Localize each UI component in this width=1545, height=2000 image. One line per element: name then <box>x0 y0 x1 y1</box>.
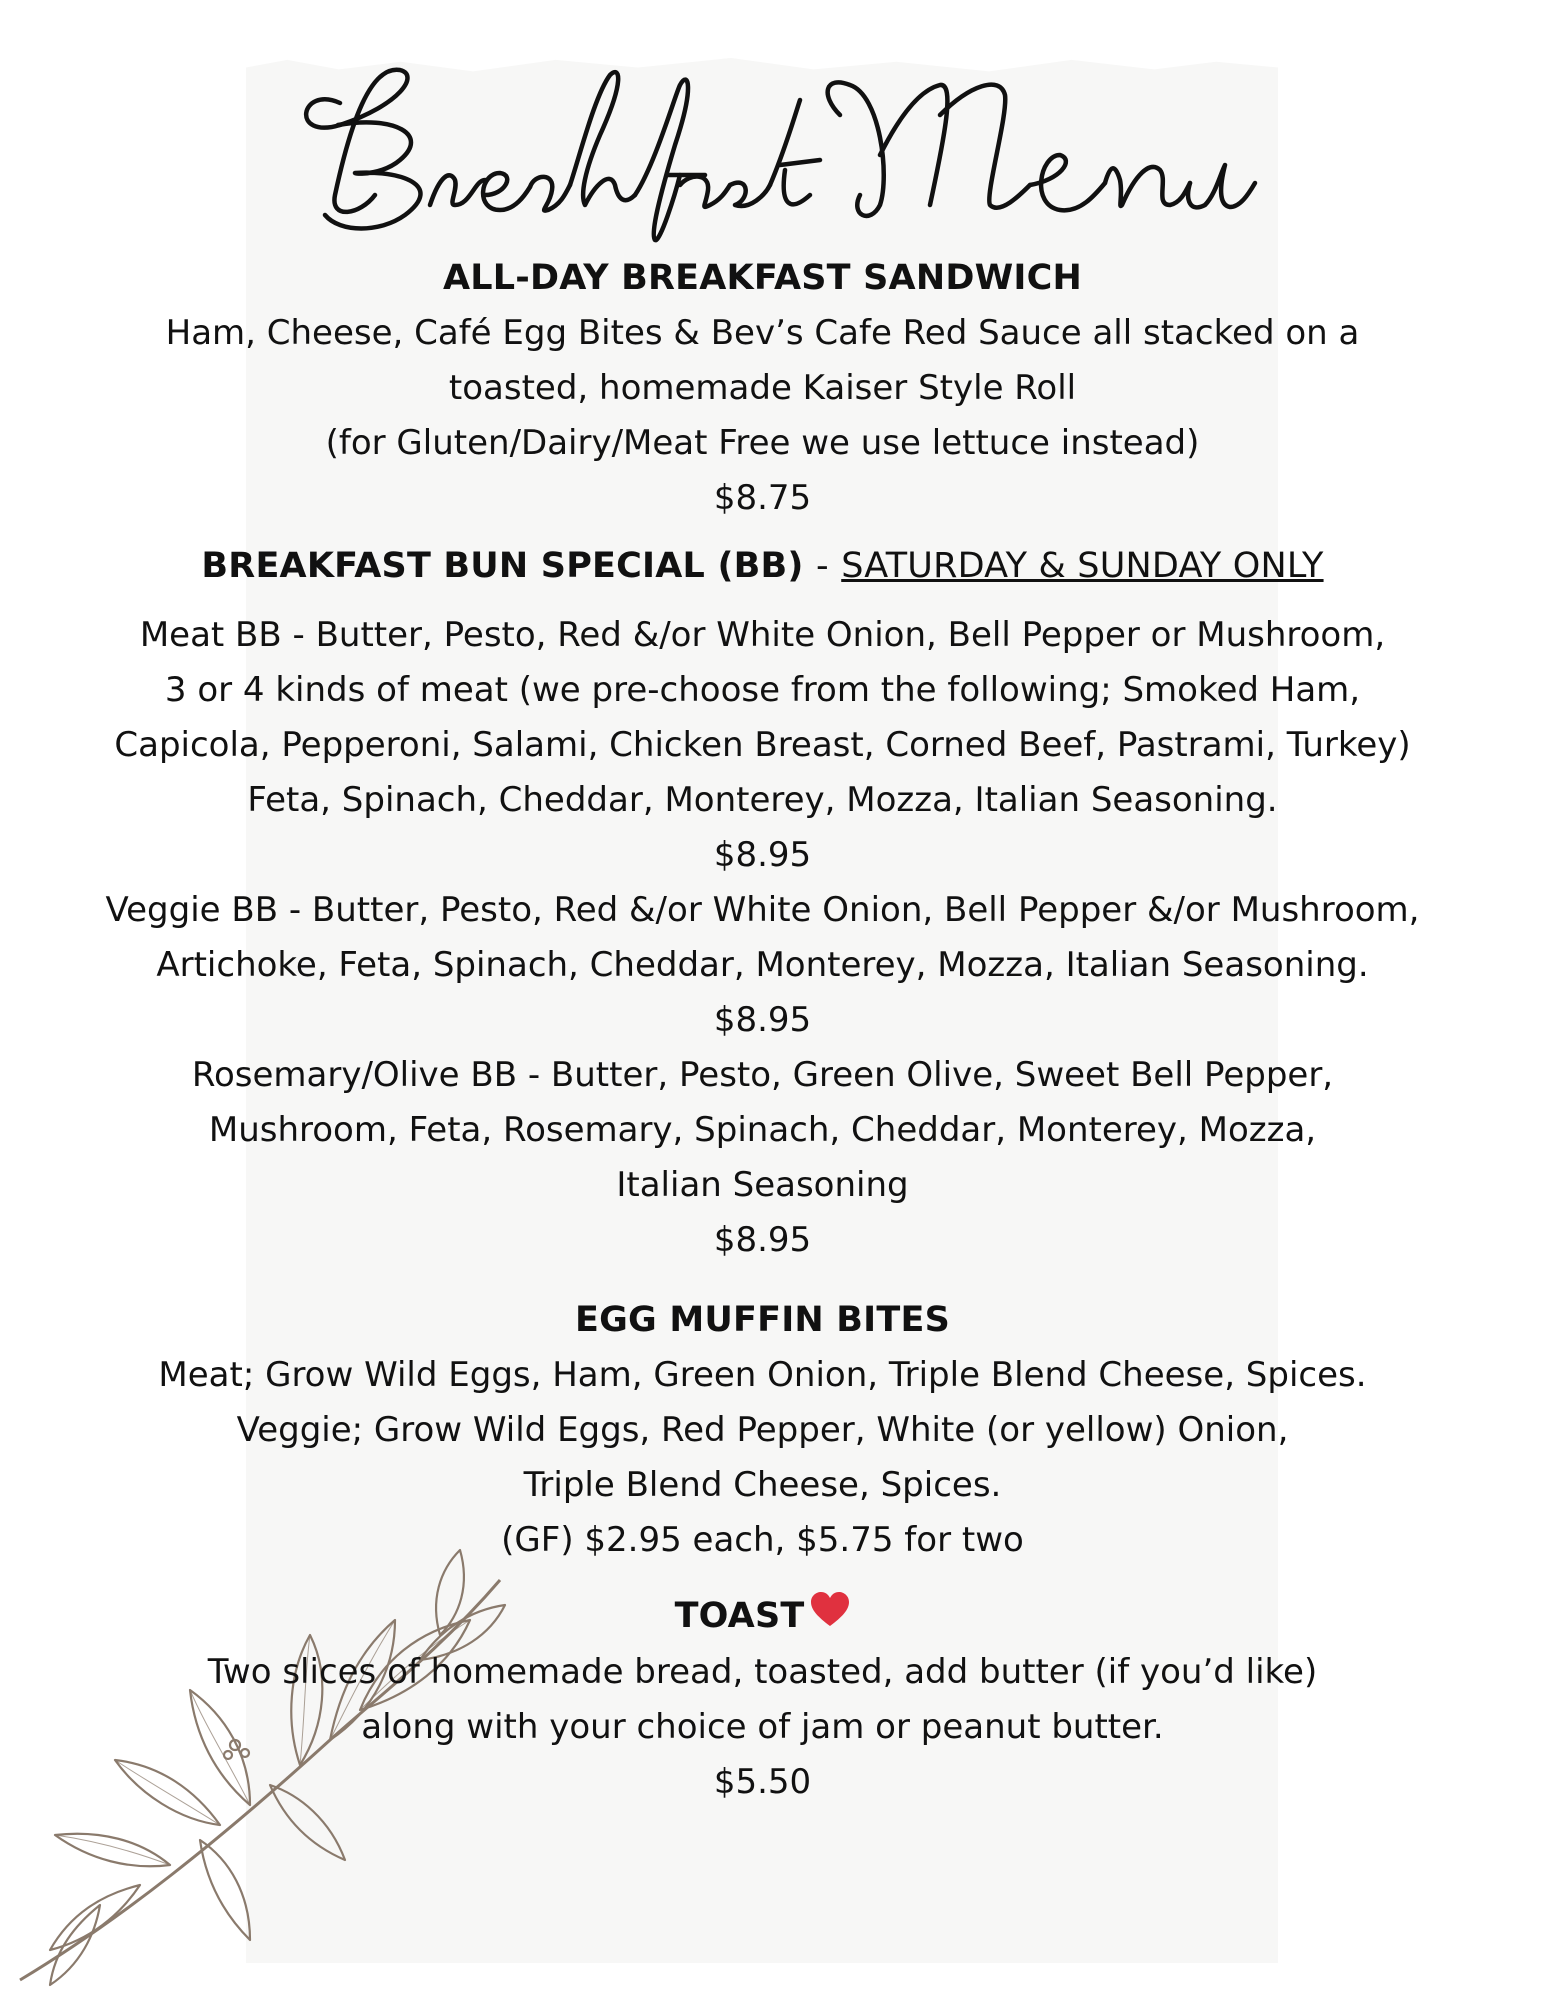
item-price: $5.50 <box>713 1762 812 1802</box>
item-description-line: (for Gluten/Dairy/Meat Free we use lettuce instead) <box>325 423 1200 463</box>
section-heading-egg-bites: EGG MUFFIN BITES <box>574 1300 950 1340</box>
item-description-line: 3 or 4 kinds of meat (we pre-choose from the following; Smoked Ham, <box>164 670 1361 710</box>
item-description-line: toasted, homemade Kaiser Style Roll <box>448 368 1077 408</box>
bun-special-title: BREAKFAST BUN SPECIAL (BB) <box>201 546 804 586</box>
item-price: $8.95 <box>713 1220 812 1260</box>
section-heading-toast <box>60 1588 1465 1645</box>
section-heading-sandwich: ALL-DAY BREAKFAST SANDWICH <box>443 258 1082 298</box>
menu-content <box>60 250 1465 1810</box>
item-description-line: Mushroom, Feta, Rosemary, Spinach, Cheddar, Monterey, Mozza, <box>208 1110 1317 1150</box>
item-description-line: Italian Seasoning <box>616 1165 909 1205</box>
item-description-line: Meat BB - Butter, Pesto, Red &/or White Onion, Bell Pepper or Mushroom, <box>139 615 1386 655</box>
weekend-only-note: SATURDAY & SUNDAY ONLY <box>841 546 1324 586</box>
item-price: (GF) $2.95 each, $5.75 for two <box>501 1520 1024 1560</box>
heading-separator: - <box>815 546 829 586</box>
item-description-line: Ham, Cheese, Café Egg Bites & Bev’s Cafe Red Sauce all stacked on a <box>165 313 1360 353</box>
item-description-line: Meat; Grow Wild Eggs, Ham, Green Onion, Triple Blend Cheese, Spices. <box>158 1355 1367 1395</box>
item-description-line: Capicola, Pepperoni, Salami, Chicken Breast, Corned Beef, Pastrami, Turkey) <box>114 725 1411 765</box>
menu-title-script <box>280 55 1270 245</box>
item-price: $8.95 <box>713 1000 812 1040</box>
item-price: $8.95 <box>713 835 812 875</box>
heart-icon <box>810 1589 850 1645</box>
item-description-line: Feta, Spinach, Cheddar, Monterey, Mozza, Italian Seasoning. <box>247 780 1278 820</box>
item-description-line: Artichoke, Feta, Spinach, Cheddar, Monterey, Mozza, Italian Seasoning. <box>156 945 1369 985</box>
item-description-line: Two slices of homemade bread, toasted, add butter (if you’d like) <box>207 1652 1318 1692</box>
item-description-line: Veggie; Grow Wild Eggs, Red Pepper, White (or yellow) Onion, <box>236 1410 1289 1450</box>
item-description-line: Triple Blend Cheese, Spices. <box>523 1465 1002 1505</box>
toast-title: TOAST <box>674 1596 805 1636</box>
item-price: $8.75 <box>713 478 812 518</box>
item-description-line: Rosemary/Olive BB - Butter, Pesto, Green Olive, Sweet Bell Pepper, <box>191 1055 1334 1095</box>
section-heading-bun-special <box>60 538 1465 594</box>
item-description-line: Veggie BB - Butter, Pesto, Red &/or White Onion, Bell Pepper &/or Mushroom, <box>105 890 1420 930</box>
item-description-line: along with your choice of jam or peanut butter. <box>361 1707 1164 1747</box>
